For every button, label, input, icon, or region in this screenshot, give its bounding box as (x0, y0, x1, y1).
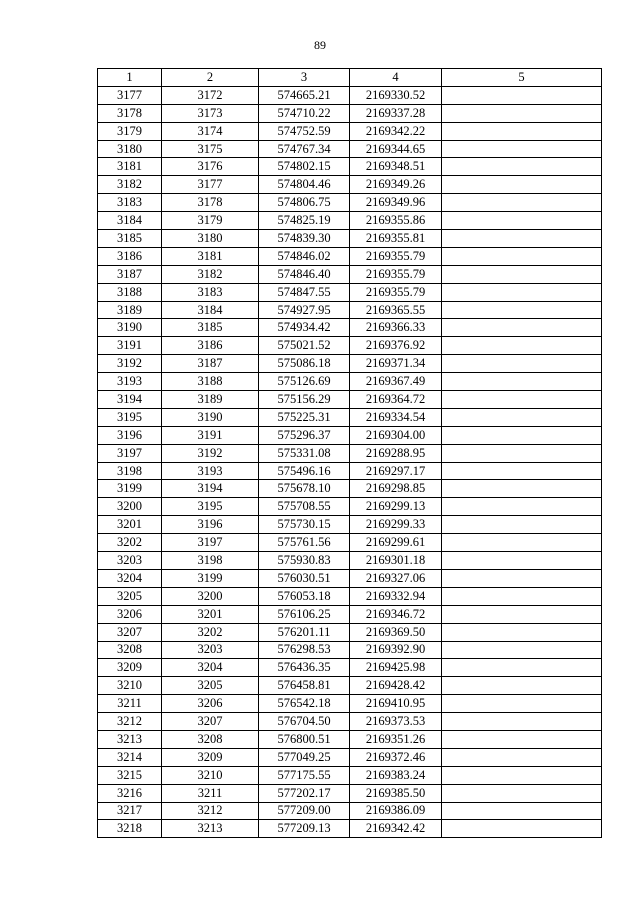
table-cell-col-2: 3188 (162, 373, 259, 391)
table-cell-col-1: 3185 (98, 230, 162, 248)
table-row (98, 247, 602, 265)
table-row (98, 623, 602, 641)
table-cell-col-4: 2169392.90 (350, 641, 442, 659)
table-cell-col-3: 574802.15 (259, 158, 350, 176)
table-cell-col-2: 3174 (162, 122, 259, 140)
table-cell-col-4: 2169355.79 (350, 265, 442, 283)
table-cell-col-1: 3199 (98, 480, 162, 498)
column-header-5: 5 (442, 69, 602, 87)
table-cell-col-5 (442, 748, 602, 766)
table-cell-col-4: 2169372.46 (350, 748, 442, 766)
table-cell-col-5 (442, 444, 602, 462)
table-row (98, 748, 602, 766)
table-row (98, 86, 602, 104)
column-header-4: 4 (350, 69, 442, 87)
table-cell-col-4: 2169334.54 (350, 408, 442, 426)
table-cell-col-3: 574846.02 (259, 247, 350, 265)
table-row (98, 230, 602, 248)
table-cell-col-4: 2169373.53 (350, 713, 442, 731)
table-cell-col-5 (442, 408, 602, 426)
table-cell-col-5 (442, 355, 602, 373)
table-row (98, 444, 602, 462)
table-cell-col-3: 574752.59 (259, 122, 350, 140)
table-cell-col-1: 3194 (98, 391, 162, 409)
table-row (98, 337, 602, 355)
table-cell-col-5 (442, 230, 602, 248)
table-cell-col-5 (442, 784, 602, 802)
table-cell-col-2: 3177 (162, 176, 259, 194)
table-row (98, 677, 602, 695)
table-cell-col-2: 3183 (162, 283, 259, 301)
table-cell-col-1: 3214 (98, 748, 162, 766)
table-cell-col-2: 3213 (162, 820, 259, 838)
table-cell-col-2: 3180 (162, 230, 259, 248)
table-row (98, 534, 602, 552)
table-cell-col-1: 3186 (98, 247, 162, 265)
table-cell-col-3: 576704.50 (259, 713, 350, 731)
table-cell-col-2: 3189 (162, 391, 259, 409)
table-cell-col-4: 2169355.79 (350, 283, 442, 301)
table-cell-col-4: 2169342.42 (350, 820, 442, 838)
table-cell-col-5 (442, 158, 602, 176)
table-cell-col-3: 575678.10 (259, 480, 350, 498)
table-cell-col-1: 3190 (98, 319, 162, 337)
table-cell-col-3: 574710.22 (259, 104, 350, 122)
table-cell-col-3: 576542.18 (259, 695, 350, 713)
table-cell-col-2: 3176 (162, 158, 259, 176)
table-cell-col-4: 2169355.86 (350, 212, 442, 230)
table-cell-col-2: 3203 (162, 641, 259, 659)
table-cell-col-2: 3182 (162, 265, 259, 283)
table-row (98, 176, 602, 194)
table-cell-col-2: 3173 (162, 104, 259, 122)
table-cell-col-3: 574767.34 (259, 140, 350, 158)
column-header-3: 3 (259, 69, 350, 87)
table-row (98, 212, 602, 230)
table-cell-col-5 (442, 122, 602, 140)
column-header-1: 1 (98, 69, 162, 87)
table-cell-col-1: 3206 (98, 605, 162, 623)
table-cell-col-4: 2169299.13 (350, 498, 442, 516)
table-row (98, 552, 602, 570)
table-cell-col-2: 3172 (162, 86, 259, 104)
table-cell-col-4: 2169298.85 (350, 480, 442, 498)
table-row (98, 408, 602, 426)
table-cell-col-2: 3204 (162, 659, 259, 677)
table-row (98, 641, 602, 659)
table-cell-col-4: 2169351.26 (350, 730, 442, 748)
table-cell-col-4: 2169348.51 (350, 158, 442, 176)
table-cell-col-3: 576201.11 (259, 623, 350, 641)
table-row (98, 355, 602, 373)
table-cell-col-5 (442, 462, 602, 480)
table-row (98, 391, 602, 409)
table-cell-col-1: 3204 (98, 569, 162, 587)
table-cell-col-5 (442, 212, 602, 230)
table-cell-col-1: 3218 (98, 820, 162, 838)
table-cell-col-5 (442, 86, 602, 104)
table-row (98, 605, 602, 623)
table-cell-col-3: 576800.51 (259, 730, 350, 748)
table-cell-col-3: 575225.31 (259, 408, 350, 426)
table-cell-col-2: 3178 (162, 194, 259, 212)
table-cell-col-4: 2169371.34 (350, 355, 442, 373)
table-cell-col-1: 3200 (98, 498, 162, 516)
table-cell-col-5 (442, 337, 602, 355)
table-cell-col-1: 3179 (98, 122, 162, 140)
table-cell-col-1: 3189 (98, 301, 162, 319)
table-cell-col-3: 576030.51 (259, 569, 350, 587)
table-cell-col-2: 3205 (162, 677, 259, 695)
table-cell-col-5 (442, 730, 602, 748)
table-row (98, 802, 602, 820)
table-cell-col-5 (442, 695, 602, 713)
table-cell-col-1: 3180 (98, 140, 162, 158)
table-row (98, 659, 602, 677)
table-cell-col-5 (442, 301, 602, 319)
table-row (98, 820, 602, 838)
table-cell-col-5 (442, 534, 602, 552)
table-cell-col-3: 575021.52 (259, 337, 350, 355)
table-cell-col-4: 2169301.18 (350, 552, 442, 570)
table-cell-col-5 (442, 516, 602, 534)
table-cell-col-1: 3184 (98, 212, 162, 230)
table-cell-col-5 (442, 820, 602, 838)
table-cell-col-3: 576436.35 (259, 659, 350, 677)
table-cell-col-3: 575296.37 (259, 426, 350, 444)
table-cell-col-1: 3211 (98, 695, 162, 713)
table-row (98, 122, 602, 140)
table-cell-col-1: 3177 (98, 86, 162, 104)
table-cell-col-3: 574806.75 (259, 194, 350, 212)
table-row (98, 462, 602, 480)
table-cell-col-3: 575930.83 (259, 552, 350, 570)
table-row (98, 516, 602, 534)
table-cell-col-3: 575331.08 (259, 444, 350, 462)
table-cell-col-1: 3201 (98, 516, 162, 534)
table-cell-col-2: 3201 (162, 605, 259, 623)
table-cell-col-2: 3175 (162, 140, 259, 158)
table-cell-col-5 (442, 677, 602, 695)
table-cell-col-3: 574847.55 (259, 283, 350, 301)
table-cell-col-4: 2169299.33 (350, 516, 442, 534)
table-cell-col-3: 577175.55 (259, 766, 350, 784)
table-cell-col-2: 3194 (162, 480, 259, 498)
table-cell-col-2: 3187 (162, 355, 259, 373)
table-cell-col-1: 3198 (98, 462, 162, 480)
table-cell-col-5 (442, 426, 602, 444)
table-cell-col-1: 3217 (98, 802, 162, 820)
table-cell-col-4: 2169366.33 (350, 319, 442, 337)
table-cell-col-5 (442, 605, 602, 623)
table-cell-col-2: 3193 (162, 462, 259, 480)
table-cell-col-3: 574825.19 (259, 212, 350, 230)
table-cell-col-1: 3192 (98, 355, 162, 373)
table-cell-col-1: 3205 (98, 587, 162, 605)
table-cell-col-3: 576298.53 (259, 641, 350, 659)
table-cell-col-4: 2169425.98 (350, 659, 442, 677)
table-cell-col-3: 574934.42 (259, 319, 350, 337)
table-cell-col-5 (442, 713, 602, 731)
table-cell-col-4: 2169304.00 (350, 426, 442, 444)
table-cell-col-5 (442, 498, 602, 516)
table-cell-col-4: 2169337.28 (350, 104, 442, 122)
table-cell-col-2: 3211 (162, 784, 259, 802)
table-cell-col-1: 3215 (98, 766, 162, 784)
table-row (98, 319, 602, 337)
table-cell-col-5 (442, 140, 602, 158)
table-cell-col-3: 577209.13 (259, 820, 350, 838)
table-cell-col-1: 3181 (98, 158, 162, 176)
table-cell-col-4: 2169330.52 (350, 86, 442, 104)
table-row (98, 194, 602, 212)
table-row (98, 265, 602, 283)
table-cell-col-4: 2169383.24 (350, 766, 442, 784)
table-cell-col-1: 3197 (98, 444, 162, 462)
table-cell-col-3: 575496.16 (259, 462, 350, 480)
page-number: 89 (314, 38, 326, 52)
table-cell-col-1: 3203 (98, 552, 162, 570)
table-cell-col-1: 3195 (98, 408, 162, 426)
table-cell-col-2: 3200 (162, 587, 259, 605)
table-cell-col-1: 3209 (98, 659, 162, 677)
table-cell-col-4: 2169332.94 (350, 587, 442, 605)
table-row (98, 373, 602, 391)
table-cell-col-5 (442, 391, 602, 409)
table-cell-col-2: 3196 (162, 516, 259, 534)
table-body (98, 86, 602, 837)
table-cell-col-2: 3207 (162, 713, 259, 731)
table-cell-col-1: 3213 (98, 730, 162, 748)
table-cell-col-5 (442, 247, 602, 265)
table-cell-col-4: 2169365.55 (350, 301, 442, 319)
table-cell-col-4: 2169299.61 (350, 534, 442, 552)
table-cell-col-5 (442, 569, 602, 587)
table-cell-col-1: 3188 (98, 283, 162, 301)
table-cell-col-2: 3186 (162, 337, 259, 355)
table-row (98, 104, 602, 122)
table-row (98, 695, 602, 713)
table-header (98, 69, 602, 87)
table-row (98, 480, 602, 498)
table-cell-col-3: 574804.46 (259, 176, 350, 194)
table-cell-col-2: 3202 (162, 623, 259, 641)
table-cell-col-5 (442, 766, 602, 784)
table-row (98, 766, 602, 784)
table-cell-col-1: 3196 (98, 426, 162, 444)
table-cell-col-4: 2169428.42 (350, 677, 442, 695)
table-cell-col-4: 2169386.09 (350, 802, 442, 820)
table-cell-col-3: 574846.40 (259, 265, 350, 283)
table-cell-col-3: 576053.18 (259, 587, 350, 605)
table-cell-col-3: 575761.56 (259, 534, 350, 552)
table-cell-col-5 (442, 587, 602, 605)
table-cell-col-4: 2169349.96 (350, 194, 442, 212)
table-cell-col-5 (442, 104, 602, 122)
table-cell-col-4: 2169364.72 (350, 391, 442, 409)
table-cell-col-3: 574839.30 (259, 230, 350, 248)
table-cell-col-4: 2169376.92 (350, 337, 442, 355)
header-row (98, 69, 602, 87)
table-cell-col-4: 2169355.81 (350, 230, 442, 248)
table-cell-col-1: 3212 (98, 713, 162, 731)
table-cell-col-2: 3181 (162, 247, 259, 265)
table-cell-col-4: 2169288.95 (350, 444, 442, 462)
table-cell-col-5 (442, 373, 602, 391)
table-cell-col-2: 3192 (162, 444, 259, 462)
table-cell-col-2: 3195 (162, 498, 259, 516)
table-cell-col-4: 2169410.95 (350, 695, 442, 713)
table-cell-col-2: 3185 (162, 319, 259, 337)
table-cell-col-4: 2169344.65 (350, 140, 442, 158)
table-cell-col-5 (442, 552, 602, 570)
table-row (98, 158, 602, 176)
table-cell-col-5 (442, 319, 602, 337)
coordinates-table (97, 68, 602, 838)
table-cell-col-5 (442, 802, 602, 820)
table-cell-col-4: 2169367.49 (350, 373, 442, 391)
table-cell-col-1: 3202 (98, 534, 162, 552)
table-cell-col-2: 3210 (162, 766, 259, 784)
table-cell-col-2: 3197 (162, 534, 259, 552)
table-cell-col-4: 2169349.26 (350, 176, 442, 194)
table-cell-col-4: 2169355.79 (350, 247, 442, 265)
table-cell-col-3: 574927.95 (259, 301, 350, 319)
table-cell-col-1: 3193 (98, 373, 162, 391)
table-cell-col-1: 3191 (98, 337, 162, 355)
table-row (98, 713, 602, 731)
table-cell-col-2: 3198 (162, 552, 259, 570)
table-cell-col-4: 2169327.06 (350, 569, 442, 587)
table-row (98, 569, 602, 587)
table-cell-col-4: 2169346.72 (350, 605, 442, 623)
table-cell-col-4: 2169385.50 (350, 784, 442, 802)
table-cell-col-3: 577209.00 (259, 802, 350, 820)
table-cell-col-3: 576106.25 (259, 605, 350, 623)
table-cell-col-3: 577202.17 (259, 784, 350, 802)
table-cell-col-3: 577049.25 (259, 748, 350, 766)
table-cell-col-1: 3182 (98, 176, 162, 194)
table-cell-col-1: 3187 (98, 265, 162, 283)
table-cell-col-4: 2169342.22 (350, 122, 442, 140)
table-cell-col-2: 3206 (162, 695, 259, 713)
table-cell-col-2: 3199 (162, 569, 259, 587)
table-cell-col-2: 3190 (162, 408, 259, 426)
table-cell-col-3: 575126.69 (259, 373, 350, 391)
table-cell-col-2: 3191 (162, 426, 259, 444)
table-cell-col-3: 575086.18 (259, 355, 350, 373)
table-cell-col-5 (442, 623, 602, 641)
table-cell-col-1: 3208 (98, 641, 162, 659)
table-cell-col-4: 2169369.50 (350, 623, 442, 641)
table-row (98, 784, 602, 802)
table-cell-col-2: 3209 (162, 748, 259, 766)
table-cell-col-1: 3210 (98, 677, 162, 695)
table-cell-col-1: 3216 (98, 784, 162, 802)
column-header-2: 2 (162, 69, 259, 87)
table-row (98, 301, 602, 319)
table-cell-col-3: 575708.55 (259, 498, 350, 516)
table-cell-col-5 (442, 194, 602, 212)
table-row (98, 730, 602, 748)
table-cell-col-1: 3178 (98, 104, 162, 122)
table-cell-col-3: 575156.29 (259, 391, 350, 409)
table-row (98, 587, 602, 605)
table-cell-col-2: 3212 (162, 802, 259, 820)
table-cell-col-5 (442, 283, 602, 301)
table-cell-col-5 (442, 265, 602, 283)
table-cell-col-3: 574665.21 (259, 86, 350, 104)
table-row (98, 498, 602, 516)
table-row (98, 426, 602, 444)
table-cell-col-2: 3179 (162, 212, 259, 230)
table-cell-col-5 (442, 641, 602, 659)
table-cell-col-4: 2169297.17 (350, 462, 442, 480)
table-row (98, 140, 602, 158)
table-cell-col-2: 3208 (162, 730, 259, 748)
table-cell-col-1: 3183 (98, 194, 162, 212)
table-row (98, 283, 602, 301)
table-cell-col-5 (442, 659, 602, 677)
table-cell-col-3: 576458.81 (259, 677, 350, 695)
table-cell-col-1: 3207 (98, 623, 162, 641)
table-cell-col-5 (442, 176, 602, 194)
table-cell-col-3: 575730.15 (259, 516, 350, 534)
table-cell-col-5 (442, 480, 602, 498)
table-cell-col-2: 3184 (162, 301, 259, 319)
